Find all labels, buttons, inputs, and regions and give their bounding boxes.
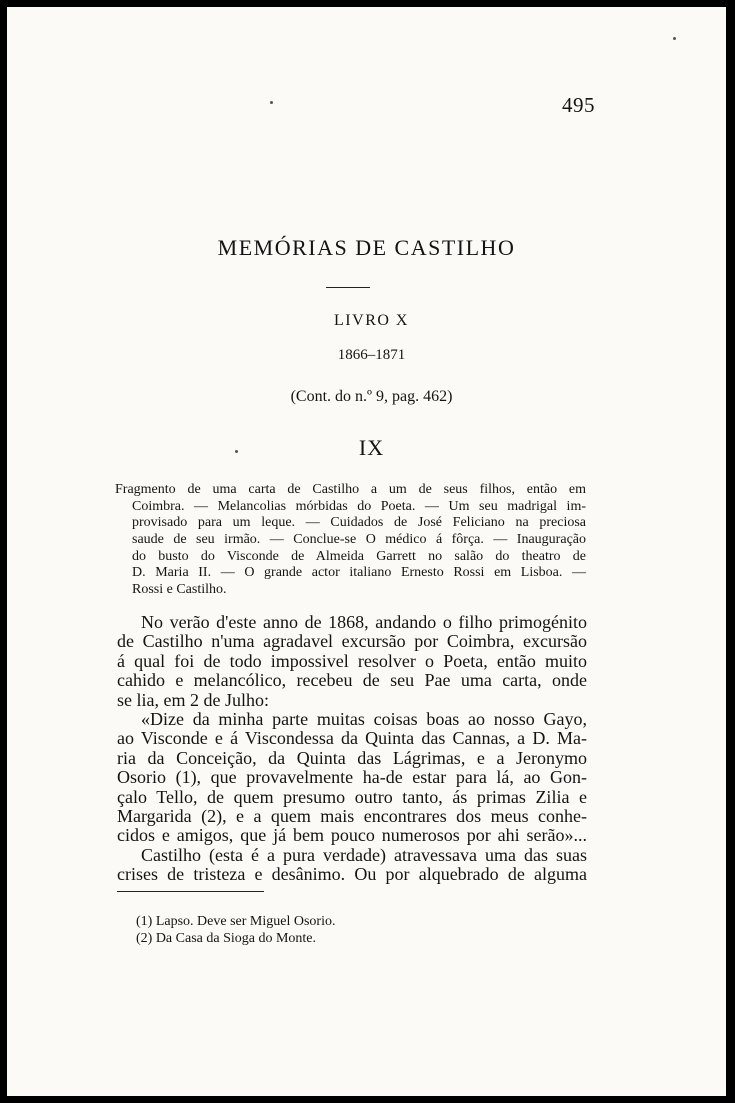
summary-line: Coimbra. — Melancolias mórbidas do Poeta. — Um seu madrigal im- xyxy=(132,498,586,514)
body-line: ao Visconde e á Viscondessa da Quinta das Cannas, a D. Ma- xyxy=(117,728,587,749)
ink-speck xyxy=(673,37,676,40)
chapter-number: IX xyxy=(358,435,385,460)
summary-line: do busto do Visconde de Almeida Garrett no salão do theatro de xyxy=(132,548,586,564)
summary-line: D. Maria II. — O grande actor italiano Ernesto Rossi em Lisboa. — xyxy=(132,565,586,581)
chapter-summary xyxy=(115,482,586,599)
summary-line: Fragmento de uma carta de Castilho a um de seus filhos, então em xyxy=(115,482,586,497)
page-number: 495 xyxy=(562,93,595,117)
body-line: cidos e amigos, que já bem pouco numerosos por ahi serão»... xyxy=(117,825,587,846)
body-line: se lia, em 2 de Julho: xyxy=(117,689,269,710)
summary-line: provisado para um leque. — Cuidados de José Feliciano na preciosa xyxy=(132,515,586,531)
summary-line: Rossi e Castilho. xyxy=(132,582,227,598)
book-heading: LIVRO X xyxy=(334,312,409,329)
body-line: Osorio (1), que provavelmente ha-de estar para lá, ao Gon- xyxy=(117,767,587,788)
body-line: çalo Tello, de quem presumo outro tanto, ás primas Zilia e xyxy=(117,786,587,807)
body-line: á qual foi de todo impossivel resolver o Poeta, então muito xyxy=(117,650,587,671)
body-line: de Castilho n'uma agradavel excursão por Coimbra, excursão xyxy=(117,631,587,652)
footnotes xyxy=(136,914,335,947)
footnote: (2) Da Casa da Sioga do Monte. xyxy=(136,930,317,946)
body-line: crises de tristeza e desânimo. Ou por alquebrado de alguma xyxy=(117,864,587,885)
page-title: MEMÓRIAS DE CASTILHO xyxy=(217,235,516,260)
summary-line: saude de seu irmão. — Conclue-se O médico á fôrça. — Inauguração xyxy=(132,532,586,548)
body-line: Castilho (esta é a pura verdade) atravessava uma das suas xyxy=(141,844,587,865)
body-line: Margarida (2), e a quem mais encontrares dos meus conhe- xyxy=(117,805,587,826)
footnote-divider xyxy=(117,891,264,892)
body-line: No verão d'este anno de 1868, andando o filho primogénito xyxy=(141,612,587,632)
year-range: 1866–1871 xyxy=(337,347,406,363)
ink-speck xyxy=(270,101,273,104)
title-divider xyxy=(326,287,370,288)
footnote: (1) Lapso. Deve ser Miguel Osorio. xyxy=(136,914,336,929)
continuation-note: (Cont. do n.º 9, pag. 462) xyxy=(290,388,453,405)
body-line: cahido e melancólico, recebeu de seu Pae uma carta, onde xyxy=(117,670,587,691)
body-line: «Dize da minha parte muitas coisas boas ao nosso Gayo, xyxy=(141,708,587,729)
book-page xyxy=(7,7,726,1096)
body-text xyxy=(117,613,587,884)
body-line: ria da Conceição, da Quinta das Lágrimas, e a Jeronymo xyxy=(117,747,587,768)
